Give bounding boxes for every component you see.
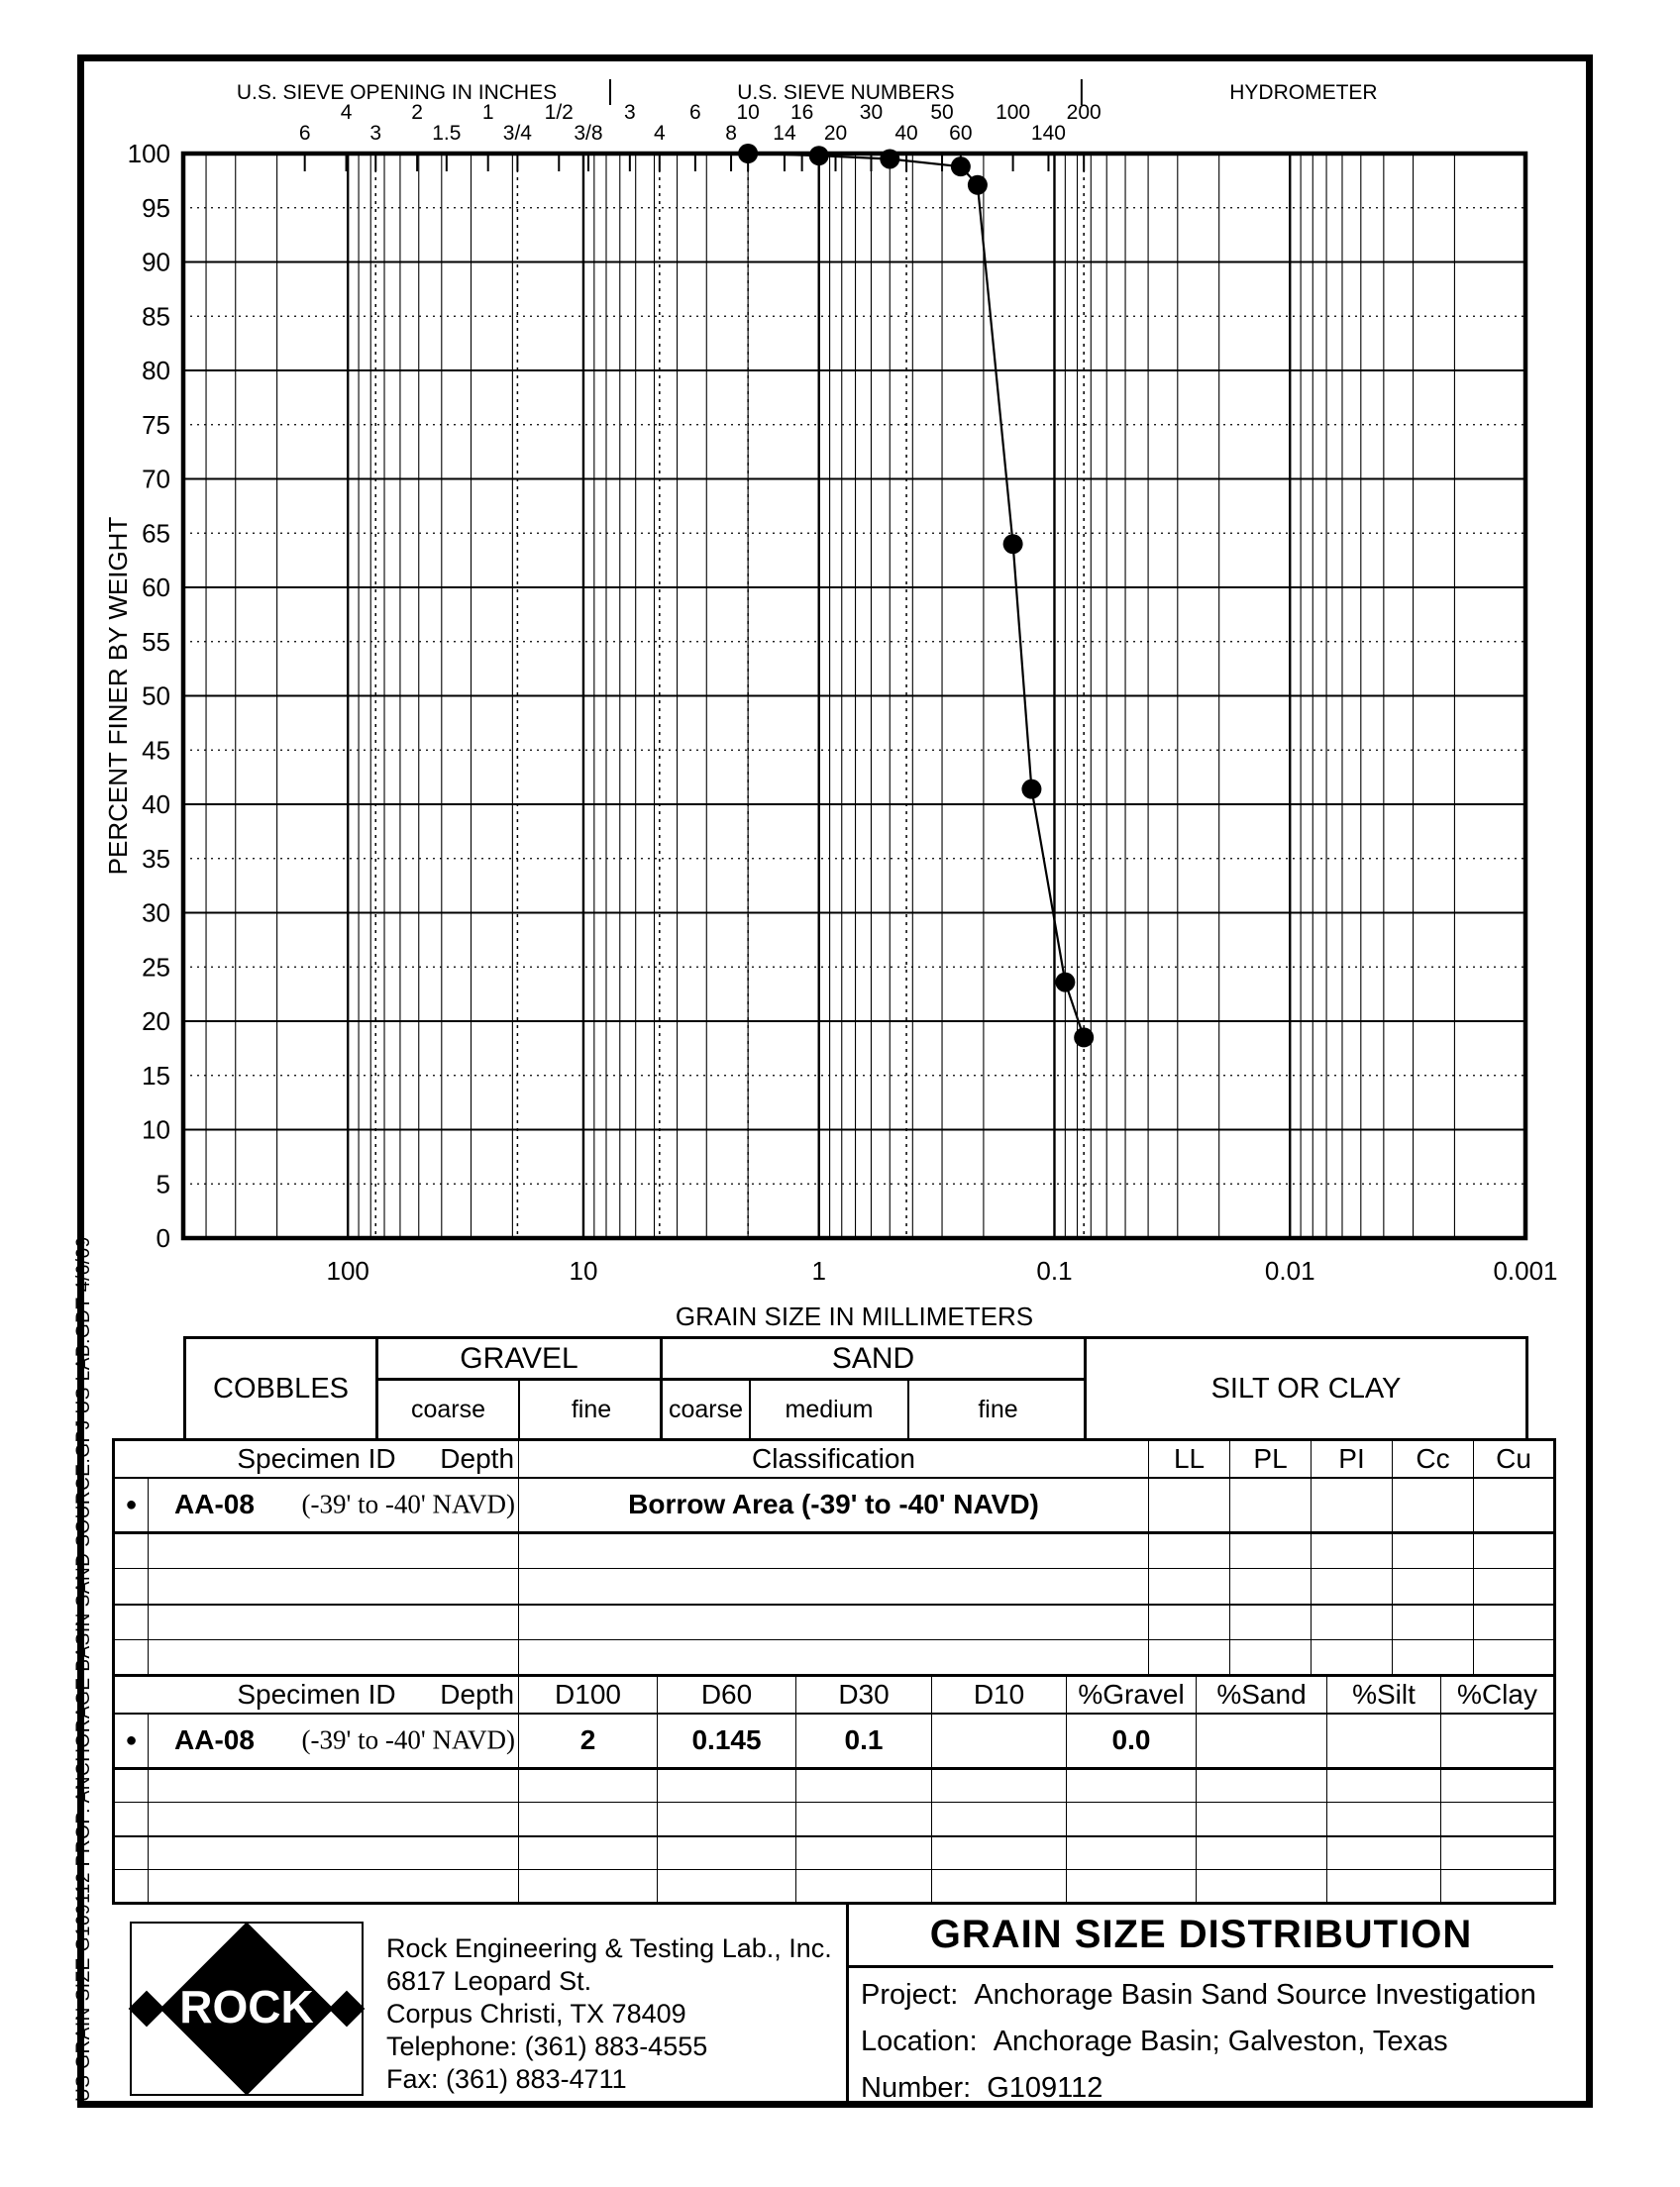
sand-sub-coarse: coarse xyxy=(663,1381,751,1438)
soil-classification-bar xyxy=(183,1336,1528,1441)
table-row xyxy=(114,1714,1555,1769)
cell-d10 xyxy=(932,1714,1067,1769)
empty-cell xyxy=(149,1605,519,1640)
report-title-block xyxy=(846,1905,1553,2104)
empty-cell xyxy=(1197,1803,1327,1836)
y-tick-label: 45 xyxy=(142,735,170,766)
cell-cu xyxy=(1474,1478,1555,1533)
empty-cell xyxy=(1393,1605,1474,1640)
sieve-size-label: 6 xyxy=(689,101,701,124)
empty-cell xyxy=(1149,1569,1230,1605)
band-sand xyxy=(663,1339,1087,1438)
y-tick-label: 40 xyxy=(142,789,170,819)
empty-table-row xyxy=(114,1870,1555,1904)
header-sand: %Sand xyxy=(1197,1676,1327,1714)
x-tick-label: 0.001 xyxy=(1493,1256,1558,1286)
sieve-size-label: 8 xyxy=(725,122,737,145)
empty-cell xyxy=(114,1769,149,1803)
empty-cell xyxy=(1474,1569,1555,1605)
empty-cell xyxy=(1393,1640,1474,1676)
empty-cell xyxy=(519,1640,1149,1676)
empty-cell xyxy=(519,1569,1149,1605)
empty-cell xyxy=(1149,1640,1230,1676)
sieve-size-label: 40 xyxy=(894,122,918,145)
empty-cell xyxy=(1197,1769,1327,1803)
top-axis xyxy=(237,79,1378,171)
empty-cell xyxy=(932,1769,1067,1803)
gravel-sub-fine: fine xyxy=(571,1395,612,1423)
y-tick-label: 0 xyxy=(156,1223,170,1253)
empty-table-row xyxy=(114,1769,1555,1803)
cell-pi xyxy=(1312,1478,1393,1533)
y-axis-title: PERCENT FINER BY WEIGHT xyxy=(103,516,133,876)
report-title: GRAIN SIZE DISTRIBUTION xyxy=(849,1905,1553,1968)
y-tick-label: 95 xyxy=(142,192,170,223)
empty-cell xyxy=(1067,1836,1197,1870)
company-city: Corpus Christi, TX 78409 xyxy=(386,1999,686,2029)
empty-cell xyxy=(1312,1533,1393,1569)
sieve-size-label: 16 xyxy=(789,101,814,124)
empty-cell xyxy=(519,1533,1149,1569)
header-specimen-depth xyxy=(114,1440,519,1478)
cell-ll xyxy=(1149,1478,1230,1533)
sieve-size-label: 10 xyxy=(736,101,760,124)
header-cc: Cc xyxy=(1393,1440,1474,1478)
cell-d30: 0.1 xyxy=(796,1714,932,1769)
data-point xyxy=(968,175,988,195)
location-value: Anchorage Basin; Galveston, Texas xyxy=(993,2026,1448,2057)
sieve-size-label: 3/8 xyxy=(574,122,603,145)
empty-cell xyxy=(149,1533,519,1569)
cell-sand xyxy=(1197,1714,1327,1769)
empty-cell xyxy=(1327,1803,1441,1836)
header-specimen-id: Specimen ID xyxy=(237,1678,396,1710)
empty-cell xyxy=(1474,1533,1555,1569)
empty-cell xyxy=(1474,1640,1555,1676)
sieve-size-label: 1.5 xyxy=(432,122,462,145)
empty-cell xyxy=(658,1870,796,1904)
x-tick-label: 0.1 xyxy=(1036,1256,1073,1286)
empty-cell xyxy=(1067,1870,1197,1904)
data-point xyxy=(738,144,758,163)
company-phone: Telephone: (361) 883-4555 xyxy=(386,2031,708,2061)
sieve-size-label: 50 xyxy=(930,101,954,124)
sieve-size-label: 1/2 xyxy=(544,101,574,124)
x-tick-label: 0.01 xyxy=(1264,1256,1315,1286)
x-tick-label: 1 xyxy=(811,1256,826,1286)
data-point xyxy=(951,156,971,176)
cell-pl xyxy=(1230,1478,1312,1533)
cell-cc xyxy=(1393,1478,1474,1533)
cell-clay xyxy=(1441,1714,1555,1769)
empty-cell xyxy=(1441,1836,1555,1870)
empty-cell xyxy=(1197,1836,1327,1870)
sieve-size-label: 60 xyxy=(949,122,973,145)
location-label: Location: xyxy=(861,2026,978,2057)
cell-specimen-depth xyxy=(149,1714,519,1769)
data-point xyxy=(1021,780,1041,799)
sand-label: SAND xyxy=(663,1339,1084,1381)
header-depth: Depth xyxy=(440,1678,515,1710)
y-tick-label: 30 xyxy=(142,897,170,928)
empty-cell xyxy=(1327,1836,1441,1870)
series-marker-icon: ● xyxy=(114,1714,149,1769)
empty-cell xyxy=(1067,1803,1197,1836)
empty-cell xyxy=(1197,1870,1327,1904)
empty-cell xyxy=(796,1803,932,1836)
empty-cell xyxy=(519,1605,1149,1640)
cell-specimen-id: AA-08 xyxy=(174,1489,255,1520)
top-axis-header: U.S. SIEVE NUMBERS xyxy=(737,81,955,104)
gravel-sub-coarse: coarse xyxy=(378,1381,520,1438)
x-axis xyxy=(326,1256,1557,1286)
header-d100: D100 xyxy=(519,1676,658,1714)
sieve-size-label: 2 xyxy=(411,101,423,124)
series-marker-icon: ● xyxy=(114,1478,149,1533)
empty-cell xyxy=(796,1769,932,1803)
empty-cell xyxy=(796,1836,932,1870)
y-tick-label: 20 xyxy=(142,1006,170,1036)
empty-cell xyxy=(932,1803,1067,1836)
cell-depth: (-39' to -40' NAVD) xyxy=(301,1489,516,1519)
empty-cell xyxy=(1149,1533,1230,1569)
company-street: 6817 Leopard St. xyxy=(386,1966,592,1996)
band-cobbles: COBBLES xyxy=(186,1339,378,1438)
empty-cell xyxy=(1312,1640,1393,1676)
cell-specimen-depth xyxy=(149,1478,519,1533)
sieve-size-label: 6 xyxy=(298,122,311,145)
sieve-size-label: 3 xyxy=(624,101,636,124)
y-tick-label: 90 xyxy=(142,247,170,277)
sand-subdivisions xyxy=(663,1381,1084,1438)
empty-cell xyxy=(149,1836,519,1870)
project-label: Project: xyxy=(861,1979,959,2011)
sidebar-filename-note: US GRAIN SIZE G109112 PROP. ANCHORAGE BASIN SAND SOURCE.GPJ US LAB.GDT 4/6/09 xyxy=(73,1236,94,2102)
gravel-label: GRAVEL xyxy=(378,1339,660,1381)
sieve-size-label: 200 xyxy=(1066,101,1102,124)
y-tick-label: 75 xyxy=(142,409,170,440)
cell-specimen-id: AA-08 xyxy=(174,1724,255,1756)
cell-depth: (-39' to -40' NAVD) xyxy=(301,1724,516,1755)
sieve-size-label: 30 xyxy=(859,101,884,124)
sieve-size-label: 1 xyxy=(481,101,494,124)
empty-table-row xyxy=(114,1605,1555,1640)
data-point xyxy=(1055,973,1075,992)
empty-cell xyxy=(1312,1569,1393,1605)
empty-cell xyxy=(1312,1605,1393,1640)
empty-cell xyxy=(658,1836,796,1870)
y-tick-label: 60 xyxy=(142,573,170,602)
empty-cell xyxy=(932,1836,1067,1870)
x-tick-label: 100 xyxy=(326,1256,369,1286)
sand-sub-fine: fine xyxy=(978,1395,1018,1423)
y-tick-label: 5 xyxy=(156,1169,170,1199)
empty-cell xyxy=(658,1803,796,1836)
empty-cell xyxy=(1230,1569,1312,1605)
number-value: G109112 xyxy=(987,2072,1103,2104)
empty-cell xyxy=(114,1640,149,1676)
header-gravel: %Gravel xyxy=(1067,1676,1197,1714)
cell-gravel: 0.0 xyxy=(1067,1714,1197,1769)
empty-cell xyxy=(149,1569,519,1605)
empty-cell xyxy=(1327,1769,1441,1803)
empty-cell xyxy=(1441,1803,1555,1836)
empty-cell xyxy=(114,1569,149,1605)
header-specimen-id: Specimen ID xyxy=(237,1442,396,1474)
company-fax: Fax: (361) 883-4711 xyxy=(386,2064,627,2094)
company-info xyxy=(386,1932,832,2096)
empty-cell xyxy=(519,1836,658,1870)
table-row xyxy=(114,1478,1555,1533)
top-axis-header: HYDROMETER xyxy=(1229,81,1378,104)
empty-table-row xyxy=(114,1836,1555,1870)
sieve-size-label: 3/4 xyxy=(502,122,533,145)
sieve-size-label: 20 xyxy=(823,122,848,145)
empty-cell xyxy=(1230,1605,1312,1640)
data-point xyxy=(880,149,899,168)
company-block xyxy=(112,1905,846,2101)
empty-cell xyxy=(1441,1870,1555,1904)
empty-cell xyxy=(1230,1533,1312,1569)
rock-logo xyxy=(130,1922,364,2096)
empty-cell xyxy=(114,1533,149,1569)
empty-cell xyxy=(658,1769,796,1803)
y-tick-label: 35 xyxy=(142,843,170,874)
y-tick-label: 70 xyxy=(142,464,170,494)
band-gravel xyxy=(378,1339,663,1438)
empty-cell xyxy=(1067,1769,1197,1803)
header-d10: D10 xyxy=(932,1676,1067,1714)
sieve-size-label: 4 xyxy=(340,101,353,124)
grain-size-values-table xyxy=(112,1674,1556,1905)
gridlines xyxy=(183,154,1525,1238)
header-classification: Classification xyxy=(519,1440,1149,1478)
sieve-size-label: 14 xyxy=(773,122,796,145)
data-point xyxy=(1003,534,1023,554)
y-tick-label: 100 xyxy=(127,139,170,168)
sieve-size-label: 140 xyxy=(1030,122,1066,145)
empty-cell xyxy=(1230,1640,1312,1676)
header-cu: Cu xyxy=(1474,1440,1555,1478)
empty-table-row xyxy=(114,1640,1555,1676)
y-axis xyxy=(128,139,170,1253)
header-pi: PI xyxy=(1312,1440,1393,1478)
classification-table-wrap xyxy=(112,1438,1553,1677)
empty-cell xyxy=(519,1769,658,1803)
empty-cell xyxy=(519,1803,658,1836)
empty-table-row xyxy=(114,1803,1555,1836)
gravel-subdivisions xyxy=(378,1381,660,1438)
empty-cell xyxy=(1327,1870,1441,1904)
empty-cell xyxy=(932,1870,1067,1904)
y-tick-label: 85 xyxy=(142,301,170,332)
empty-cell xyxy=(519,1870,658,1904)
empty-cell xyxy=(114,1870,149,1904)
y-tick-label: 80 xyxy=(142,356,170,385)
header-d30: D30 xyxy=(796,1676,932,1714)
sieve-size-label: 100 xyxy=(996,101,1031,124)
y-tick-label: 15 xyxy=(142,1060,170,1091)
empty-cell xyxy=(1441,1769,1555,1803)
header-clay: %Clay xyxy=(1441,1676,1555,1714)
company-name: Rock Engineering & Testing Lab., Inc. xyxy=(386,1933,832,1963)
empty-cell xyxy=(1474,1605,1555,1640)
location-row xyxy=(861,2026,1553,2061)
empty-cell xyxy=(114,1836,149,1870)
empty-cell xyxy=(796,1870,932,1904)
series-line xyxy=(748,154,1084,1037)
empty-cell xyxy=(1393,1569,1474,1605)
empty-cell xyxy=(1149,1605,1230,1640)
specimen-classification-table xyxy=(112,1438,1556,1677)
empty-table-row xyxy=(114,1569,1555,1605)
empty-cell xyxy=(149,1870,519,1904)
empty-cell xyxy=(149,1769,519,1803)
y-tick-label: 25 xyxy=(142,952,170,983)
empty-cell xyxy=(149,1640,519,1676)
y-tick-label: 10 xyxy=(142,1114,170,1145)
y-tick-label: 65 xyxy=(142,518,170,549)
y-tick-label: 50 xyxy=(142,680,170,711)
empty-cell xyxy=(149,1803,519,1836)
cell-silt xyxy=(1327,1714,1441,1769)
x-tick-label: 10 xyxy=(569,1256,598,1286)
project-value: Anchorage Basin Sand Source Investigation xyxy=(974,1979,1536,2011)
header-specimen-depth xyxy=(114,1676,519,1714)
top-axis-header: U.S. SIEVE OPENING IN INCHES xyxy=(236,81,558,104)
data-point xyxy=(809,146,829,165)
header-pl: PL xyxy=(1230,1440,1312,1478)
empty-table-row xyxy=(114,1533,1555,1569)
empty-cell xyxy=(1393,1533,1474,1569)
grain-size-values-table-wrap xyxy=(112,1674,1553,1905)
number-label: Number: xyxy=(861,2072,972,2104)
header-silt: %Silt xyxy=(1327,1676,1441,1714)
y-tick-label: 55 xyxy=(142,626,170,657)
cell-classification: Borrow Area (-39' to -40' NAVD) xyxy=(519,1478,1149,1533)
x-axis-title: GRAIN SIZE IN MILLIMETERS xyxy=(675,1302,1034,1331)
header-ll: LL xyxy=(1149,1440,1230,1478)
cell-d100: 2 xyxy=(519,1714,658,1769)
sand-sub-medium: medium xyxy=(751,1381,909,1438)
header-depth: Depth xyxy=(440,1442,515,1474)
footer-block xyxy=(112,1902,1553,2104)
cell-d60: 0.145 xyxy=(658,1714,796,1769)
empty-cell xyxy=(114,1803,149,1836)
sieve-size-label: 3 xyxy=(369,122,382,145)
band-silt-or-clay: SILT OR CLAY xyxy=(1210,1372,1402,1405)
project-row xyxy=(861,1979,1553,2015)
header-d60: D60 xyxy=(658,1676,796,1714)
sieve-size-label: 4 xyxy=(653,122,666,145)
data-point xyxy=(1074,1027,1094,1047)
empty-cell xyxy=(114,1605,149,1640)
number-row xyxy=(861,2072,1553,2108)
logo-text: ROCK xyxy=(179,1980,314,2032)
